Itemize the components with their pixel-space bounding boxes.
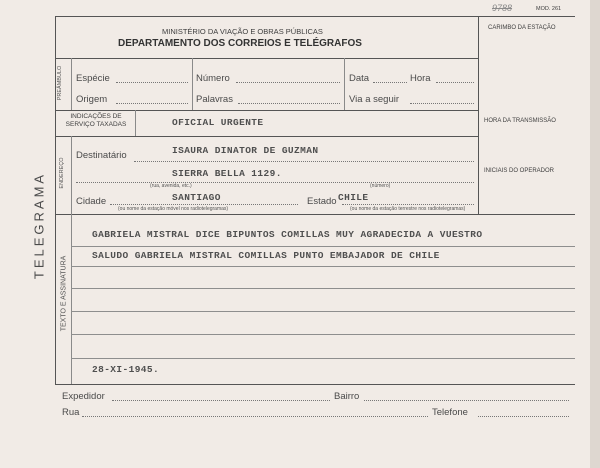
via-line[interactable] (410, 103, 474, 104)
bairro-line[interactable] (364, 400, 569, 401)
ministry-title: MINISTÉRIO DA VIAÇÃO E OBRAS PÚBLICAS (162, 27, 323, 36)
palavras-line[interactable] (238, 103, 340, 104)
estado-line[interactable] (342, 204, 474, 205)
transmission-time-label: HORA DA TRANSMISSÃO (484, 118, 556, 124)
preamble-section-label: PREÂMBULO (57, 65, 63, 101)
text-rule-2 (71, 266, 575, 267)
text-rule-6 (71, 358, 575, 359)
address-section-label: ENDEREÇO (59, 157, 65, 189)
service-indications-label: INDICAÇÕES DE SERVIÇO TAXADAS (65, 113, 127, 128)
data-line[interactable] (373, 82, 407, 83)
text-rule-5 (71, 334, 575, 335)
cidade-line[interactable] (110, 204, 298, 205)
preamble-divider-1 (192, 58, 193, 110)
via-label: Via a seguir (349, 94, 399, 105)
scan-edge (590, 0, 600, 468)
service-indications-value: OFICIAL URGENTE (172, 117, 264, 128)
text-area-top-line (55, 214, 575, 215)
message-line-1: GABRIELA MISTRAL DICE BIPUNTOS COMILLAS MUY AGRADECIDA A VUESTRO (92, 229, 483, 240)
number-hint: (número) (370, 183, 391, 189)
rua-line[interactable] (82, 416, 428, 417)
text-section-label: TEXTO E ASSINATURA (60, 255, 68, 332)
palavras-label: Palavras (196, 94, 233, 105)
expedidor-line[interactable] (112, 400, 330, 401)
destinatario-value: ISAURA DINATOR DE GUZMAN (172, 145, 319, 156)
especie-line[interactable] (116, 82, 188, 83)
expedidor-label: Expedidor (62, 391, 105, 402)
frame-top-line (55, 16, 575, 17)
destinatario-label: Destinatário (76, 150, 127, 161)
text-rule-4 (71, 311, 575, 312)
data-label: Data (349, 73, 370, 84)
street-line[interactable] (76, 182, 474, 183)
stamp-column-divider (478, 16, 479, 214)
message-date: 28-XI-1945. (92, 364, 160, 375)
estado-value: CHILE (338, 192, 369, 203)
hora-line[interactable] (436, 82, 474, 83)
cidade-label: Cidade (76, 196, 107, 207)
operator-initials-label: INICIAIS DO OPERADOR (484, 168, 555, 174)
preamble-top-line (55, 58, 478, 59)
preamble-bottom-line (55, 110, 478, 111)
frame-bottom-line (55, 384, 575, 385)
estado-hint: (ou nome da estação terrestre nos radiotelegramas) (350, 206, 466, 212)
destinatario-line[interactable] (134, 161, 474, 162)
numero-line[interactable] (236, 82, 340, 83)
department-title: DEPARTAMENTO DOS CORREIOS E TELÉGRAFOS (118, 38, 362, 49)
cidade-hint: (ou nome da estação móvel nos radiotelegramas) (118, 206, 229, 212)
service-label-divider (135, 110, 136, 136)
model-number: MOD. 261 (536, 6, 562, 12)
handwritten-number: 9788 (492, 3, 513, 13)
origem-line[interactable] (116, 103, 188, 104)
text-rule-1 (71, 246, 575, 247)
service-bottom-line (55, 136, 478, 137)
rua-label: Rua (62, 407, 80, 418)
telefone-line[interactable] (478, 416, 569, 417)
cidade-value: SANTIAGO (172, 192, 221, 203)
telefone-label: Telefone (432, 407, 468, 418)
preamble-label-divider (71, 58, 72, 110)
station-stamp-label: CARIMBO DA ESTAÇÃO (488, 25, 556, 31)
preamble-divider-2 (344, 58, 345, 110)
street-value: SIERRA BELLA 1129. (172, 168, 282, 179)
hora-label: Hora (410, 73, 431, 84)
message-line-2: SALUDO GABRIELA MISTRAL COMILLAS PUNTO EMBAJADOR DE CHILE (92, 250, 440, 261)
frame-left-line (55, 16, 56, 384)
especie-label: Espécie (76, 73, 110, 84)
text-rule-3 (71, 288, 575, 289)
street-hint: (rua, avenida, etc.) (150, 183, 192, 189)
telegram-side-title: TELEGRAMA (31, 171, 47, 280)
numero-label: Número (196, 73, 230, 84)
bairro-label: Bairro (334, 391, 360, 402)
estado-label: Estado (307, 196, 337, 207)
address-label-divider (71, 136, 72, 216)
origem-label: Origem (76, 94, 108, 105)
